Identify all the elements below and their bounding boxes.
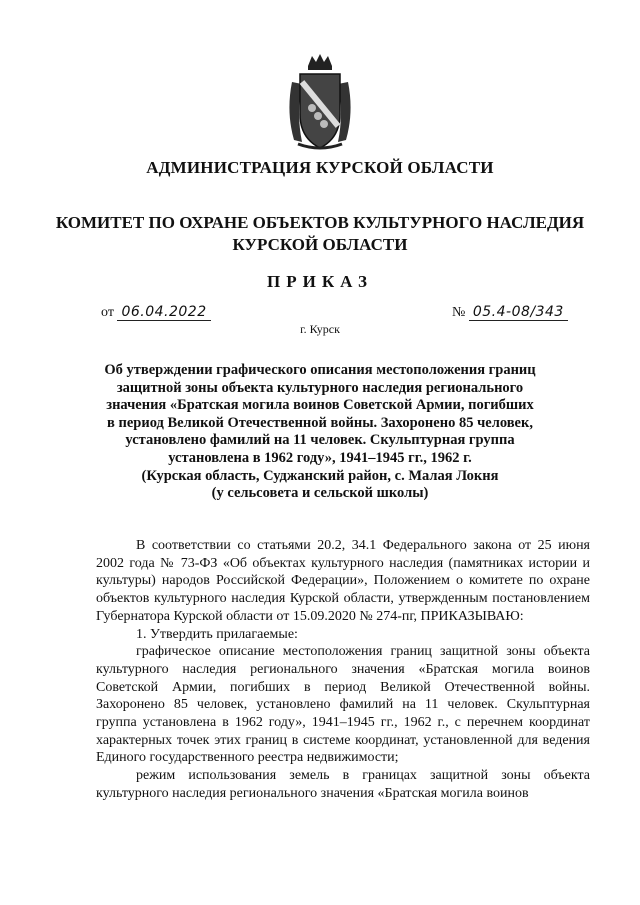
number-value: 05.4-08/343 — [469, 304, 568, 321]
subject-line: Об утверждении графического описания местоположения границ — [104, 362, 536, 378]
subject-line: установлена в 1962 году», 1941–1945 гг., 1962 г. — [168, 449, 472, 466]
document-type: ПРИКАЗ — [267, 272, 373, 291]
committee-title — [0, 212, 640, 256]
order-subject — [0, 362, 640, 503]
body-paragraph: В соответствии со статьями 20.2, 34.1 Федерального закона от 25 июня 2002 года № 73-ФЗ «Об объектах культурного наследия (памятниках истории и культуры) народов Российской Федерации», Положением о комитете по охране объектов культурного наследия Курской области, утвержденным постановлением Губернатора Курской области от 15.09.2020 № 274-пг, ПРИКАЗЫВАЮ: — [96, 538, 590, 624]
order-date — [101, 304, 211, 321]
subject-line: значения «Братская могила воинов Советской Армии, погибших — [106, 397, 534, 414]
subject-line: (у сельсовета и сельской школы) — [211, 485, 429, 502]
order-number — [452, 304, 568, 321]
committee-title-line-2: КУРСКОЙ ОБЛАСТИ — [232, 235, 408, 254]
subject-line: в период Великой Отечественной войны. Захоронено 85 человек, — [107, 414, 533, 431]
coat-of-arms-icon — [282, 52, 358, 152]
date-prefix: от — [101, 305, 114, 320]
committee-title-line-1: КОМИТЕТ ПО ОХРАНЕ ОБЪЕКТОВ КУЛЬТУРНОГО НАСЛЕДИЯ — [55, 213, 585, 232]
issue-city: г. Курск — [300, 322, 340, 336]
subject-line: установлено фамилий на 11 человек. Скульптурная группа — [125, 432, 515, 449]
body-paragraph: режим использования земель в границах защитной зоны объекта культурного наследия регионального значения «Братская могила воинов — [96, 768, 590, 801]
subject-line: защитной зоны объекта культурного наследия регионального — [116, 379, 524, 396]
body-paragraph: 1. Утвердить прилагаемые: — [136, 626, 298, 642]
number-prefix: № — [452, 305, 466, 320]
body-paragraph: графическое описание местоположения границ защитной зоны объекта культурного наследия регионального значения «Братская могила воинов Советской Армии, погибших в период Великой Отечественной войны. Захоронено 85 человек, установлено фамилий на 11 человек. Скульптурная группа установлена в 1962 году», 1941–1945 гг., 1962 г., с перечнем координат характерных точек этих границ в системе координат, установленной для ведения Единого государственного реестра недвижимости; — [96, 644, 590, 766]
date-value: 06.04.2022 — [117, 304, 210, 321]
order-body — [96, 537, 590, 803]
subject-line: (Курская область, Суджанский район, с. Малая Локня — [141, 467, 499, 484]
administration-title: АДМИНИСТРАЦИЯ КУРСКОЙ ОБЛАСТИ — [146, 158, 494, 177]
